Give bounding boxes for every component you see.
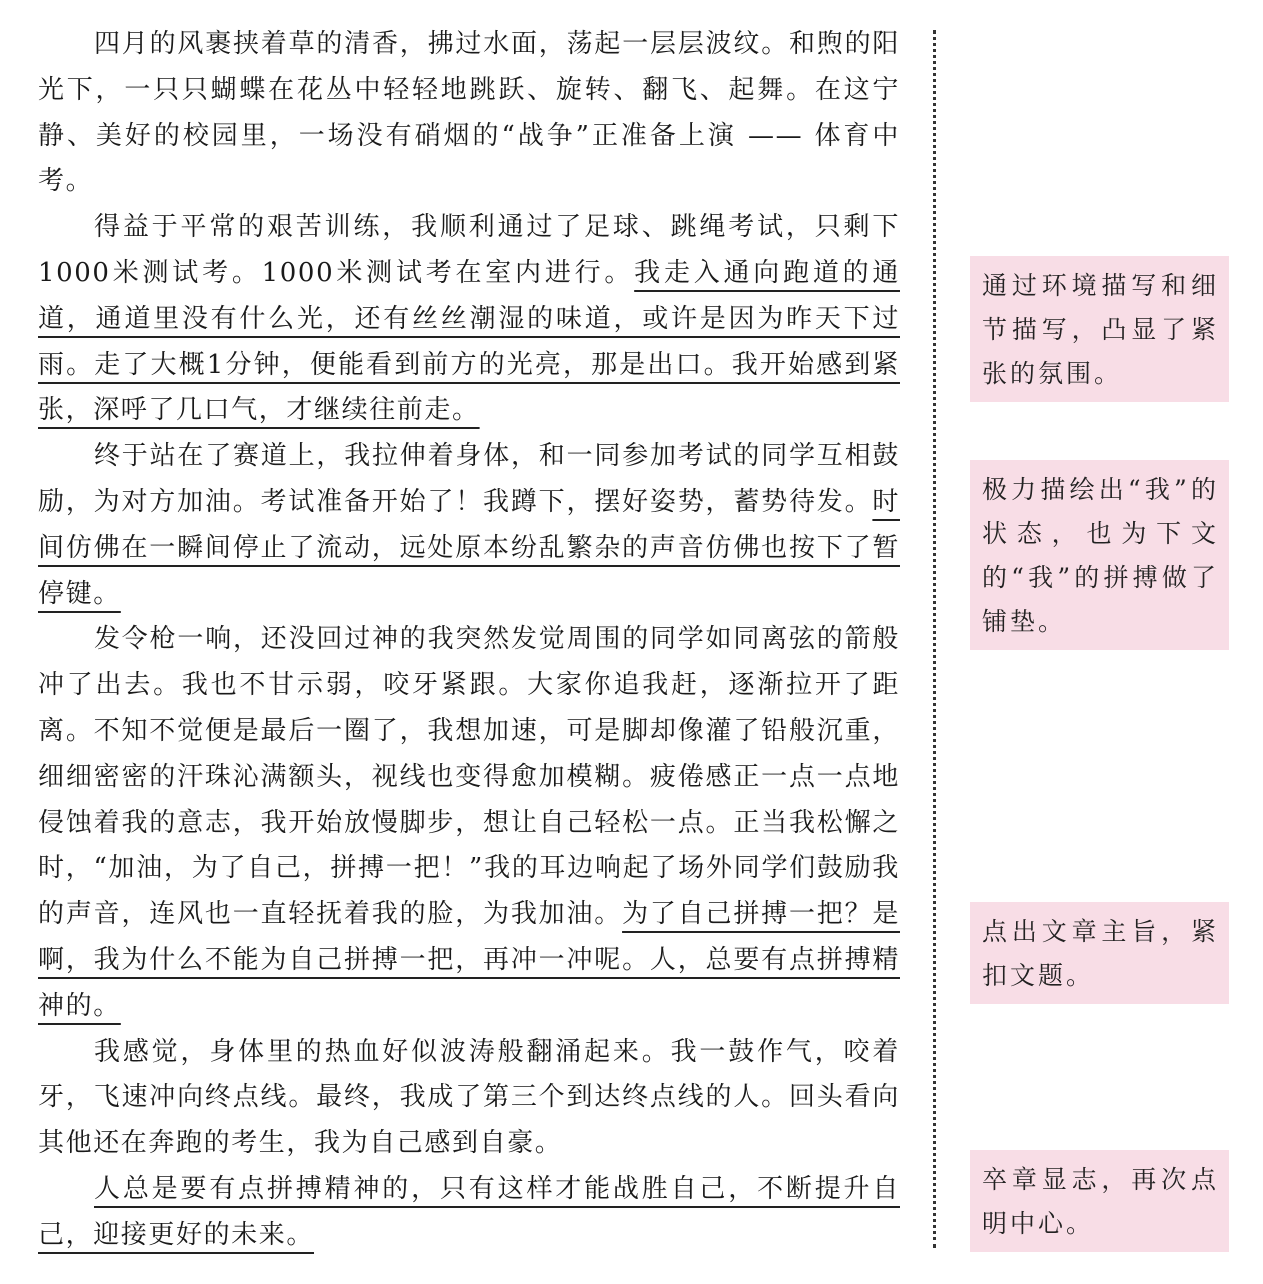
paragraph-text: 终于站在了赛道上，我拉伸着身体，和一同参加考试的同学互相鼓励，为对方加油。考试准备开始了！我蹲下，摆好姿势，蓄势待发。 xyxy=(38,441,900,517)
annotation-note-1: 通过环境描写和细节描写，凸显了紧张的氛围。 xyxy=(970,256,1229,402)
paragraph-text: 发令枪一响，还没回过神的我突然发觉周围的同学如同离弦的箭般冲了出去。我也不甘示弱，咬牙紧跟。大家你追我赶，逐渐拉开了距离。不知不觉便是最后一圈了，我想加速，可是脚却像灌了铅般沉重，细细密密的汗珠沁满额头，视线也变得愈加模糊。疲倦感正一点一点地侵蚀着我的意志，我开始放慢脚步，想让自己轻松一点。正当我松懈之时，“加油，为了自己，拼搏一把！”我的耳边响起了场外同学们鼓励我的声音，连风也一直轻抚着我的脸，为我加油。 xyxy=(38,624,900,930)
underlined-passage-conclusion: 人总是要有点拼搏精神的，只有这样才能战胜自己，不断提升自己，迎接更好的未来。 xyxy=(38,1173,900,1250)
underlined-passage-environment: 我走入通向跑道的通道，通道里没有什么光，还有丝丝潮湿的味道，或许是因为昨天下过雨。走了大概1分钟，便能看到前方的光亮，那是出口。我开始感到紧张，深呼了几口气，才继续往前走。 xyxy=(38,257,900,426)
underlined-passage-state: 时间仿佛在一瞬间停止了流动，远处原本纷乱繁杂的声音仿佛也按下了暂停键。 xyxy=(38,486,900,609)
annotation-note-4: 卒章显志，再次点明中心。 xyxy=(970,1150,1229,1252)
essay-paragraph-6 xyxy=(38,1167,900,1259)
paragraph-text: 我感觉，身体里的热血好似波涛般翻涌起来。我一鼓作气，咬着牙，飞速冲向终点线。最终，我成了第三个到达终点线的人。回头看向其他还在奔跑的考生，我为自己感到自豪。 xyxy=(38,1036,900,1159)
paragraph-text: 得益于平常的艰苦训练，我顺利通过了足球、跳绳考试，只剩下1000米测试考。1000米测试考在室内进行。 xyxy=(38,212,900,288)
annotation-note-2: 极力描绘出“我”的状态，也为下文的“我”的拼搏做了铺垫。 xyxy=(970,460,1229,650)
underlined-passage-theme: 为了自己拼搏一把？是啊，我为什么不能为自己拼搏一把，再冲一冲呢。人，总要有点拼搏精神的。 xyxy=(38,899,900,1021)
essay-paragraph-5 xyxy=(38,1030,900,1167)
paragraph-text: 四月的风裹挟着草的清香，拂过水面，荡起一层层波纹。和煦的阳光下，一只只蝴蝶在花丛中轻轻地跳跃、旋转、翻飞、起舞。在这宁静、美好的校园里，一场没有硝烟的“战争”正准备上演 —— 体育中考。 xyxy=(38,29,900,197)
dotted-divider xyxy=(933,30,936,1248)
essay-paragraph-4 xyxy=(38,617,900,1029)
essay-paragraph-2 xyxy=(38,205,900,434)
essay-paragraph-1 xyxy=(38,22,900,205)
essay-paragraph-3 xyxy=(38,434,900,617)
essay-body xyxy=(38,22,900,1259)
annotation-note-3: 点出文章主旨，紧扣文题。 xyxy=(970,902,1229,1004)
